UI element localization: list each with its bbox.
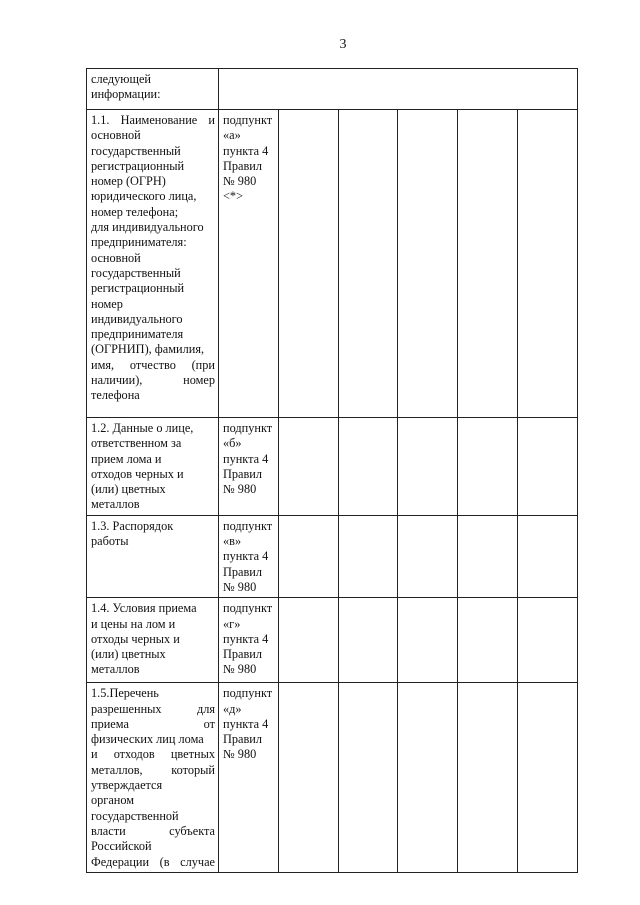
row-label-cell — [87, 515, 219, 597]
label-line: для индивидуального — [91, 220, 204, 235]
label-line: (ОГРНИП), фамилия, — [91, 342, 205, 357]
row-label-cell — [87, 110, 219, 418]
label-line: 1.5.Перечень — [91, 686, 159, 701]
label-line: власти субъекта — [91, 823, 215, 838]
label-line: работы — [91, 534, 129, 549]
label-line: номер телефона; — [91, 204, 179, 219]
table-row — [87, 418, 578, 516]
label-line: ответственном за — [91, 436, 182, 451]
empty-cell — [338, 418, 398, 516]
reference-cell: подпункт «в» пункта 4 Правил № 980 — [219, 515, 279, 597]
empty-cell — [338, 683, 398, 873]
merged-empty-cell — [219, 69, 578, 110]
label-line: следующей — [91, 72, 151, 86]
empty-cell — [518, 418, 578, 516]
empty-cell — [398, 110, 458, 418]
empty-cell — [518, 598, 578, 683]
table-row — [87, 515, 578, 597]
row-label-cell — [87, 69, 219, 110]
empty-cell — [398, 418, 458, 516]
empty-cell — [458, 515, 518, 597]
empty-cell — [278, 418, 338, 516]
label-line: 1.4. Условия приема — [91, 601, 197, 616]
label-line: Федерации (в случае — [91, 854, 215, 869]
label-line: прием лома и — [91, 451, 162, 466]
row-label-cell — [87, 683, 219, 873]
empty-cell — [458, 598, 518, 683]
empty-cell — [458, 683, 518, 873]
reference-cell: подпункт «д» пункта 4 Правил № 980 — [219, 683, 279, 873]
label-line: разрешенных для — [91, 701, 215, 716]
label-line: Российской — [91, 839, 152, 854]
reference-cell: подпункт «г» пункта 4 Правил № 980 — [219, 598, 279, 683]
empty-cell — [398, 598, 458, 683]
label-line: 1.2. Данные о лице, — [91, 421, 194, 435]
row-label-cell — [87, 598, 219, 683]
label-line: (или) цветных — [91, 647, 166, 662]
label-line: металлов — [91, 662, 140, 677]
empty-cell — [398, 515, 458, 597]
label-line: предпринимателя — [91, 327, 184, 342]
label-line: номер — [91, 296, 123, 311]
label-line: основной — [91, 250, 141, 265]
table-row — [87, 110, 578, 418]
label-line: и отходов цветных — [91, 747, 215, 762]
empty-cell — [518, 110, 578, 418]
label-line: индивидуального — [91, 311, 183, 326]
label-line: металлов, который — [91, 762, 215, 777]
reference-cell: подпункт «б» пункта 4 Правил № 980 — [219, 418, 279, 516]
empty-cell — [338, 110, 398, 418]
label-line: телефона — [91, 388, 140, 403]
table-row — [87, 69, 578, 110]
label-line: органом — [91, 793, 135, 808]
label-line: регистрационный — [91, 281, 185, 296]
label-line: регистрационный — [91, 158, 185, 173]
label-line: металлов — [91, 497, 140, 512]
label-line: государственной — [91, 808, 179, 823]
table-row — [87, 683, 578, 873]
table-row — [87, 598, 578, 683]
label-line: отходы черных и — [91, 631, 180, 646]
empty-cell — [458, 418, 518, 516]
empty-cell — [518, 515, 578, 597]
label-line: отходов черных и — [91, 466, 184, 481]
page-number: 3 — [339, 37, 347, 52]
label-line: государственный — [91, 265, 181, 280]
label-line: физических лиц лома — [91, 732, 204, 747]
empty-cell — [458, 110, 518, 418]
requirements-table — [86, 68, 578, 873]
empty-cell — [278, 515, 338, 597]
label-line: 1.3. Распорядок — [91, 518, 174, 533]
label-line: имя, отчество (при — [91, 357, 215, 372]
empty-cell — [338, 515, 398, 597]
label-line: предпринимателя: — [91, 235, 187, 250]
empty-cell — [518, 683, 578, 873]
label-line: (или) цветных — [91, 482, 166, 497]
label-line: юридического лица, — [91, 189, 197, 204]
label-line: государственный — [91, 143, 181, 158]
reference-cell: подпункт «а» пункта 4 Правил № 980 <*> — [219, 110, 279, 418]
label-line: основной — [91, 128, 141, 143]
row-label-cell — [87, 418, 219, 516]
label-line: и цены на лом и — [91, 616, 176, 631]
label-line: приема от — [91, 716, 215, 731]
empty-cell — [338, 598, 398, 683]
empty-cell — [278, 110, 338, 418]
empty-cell — [278, 683, 338, 873]
label-line: утверждается — [91, 778, 163, 793]
label-line: наличии), номер — [91, 373, 215, 388]
label-line: информации: — [91, 87, 161, 102]
label-line: номер (ОГРН) — [91, 174, 166, 189]
empty-cell — [398, 683, 458, 873]
label-line: 1.1. Наименование и — [91, 113, 215, 127]
empty-cell — [278, 598, 338, 683]
